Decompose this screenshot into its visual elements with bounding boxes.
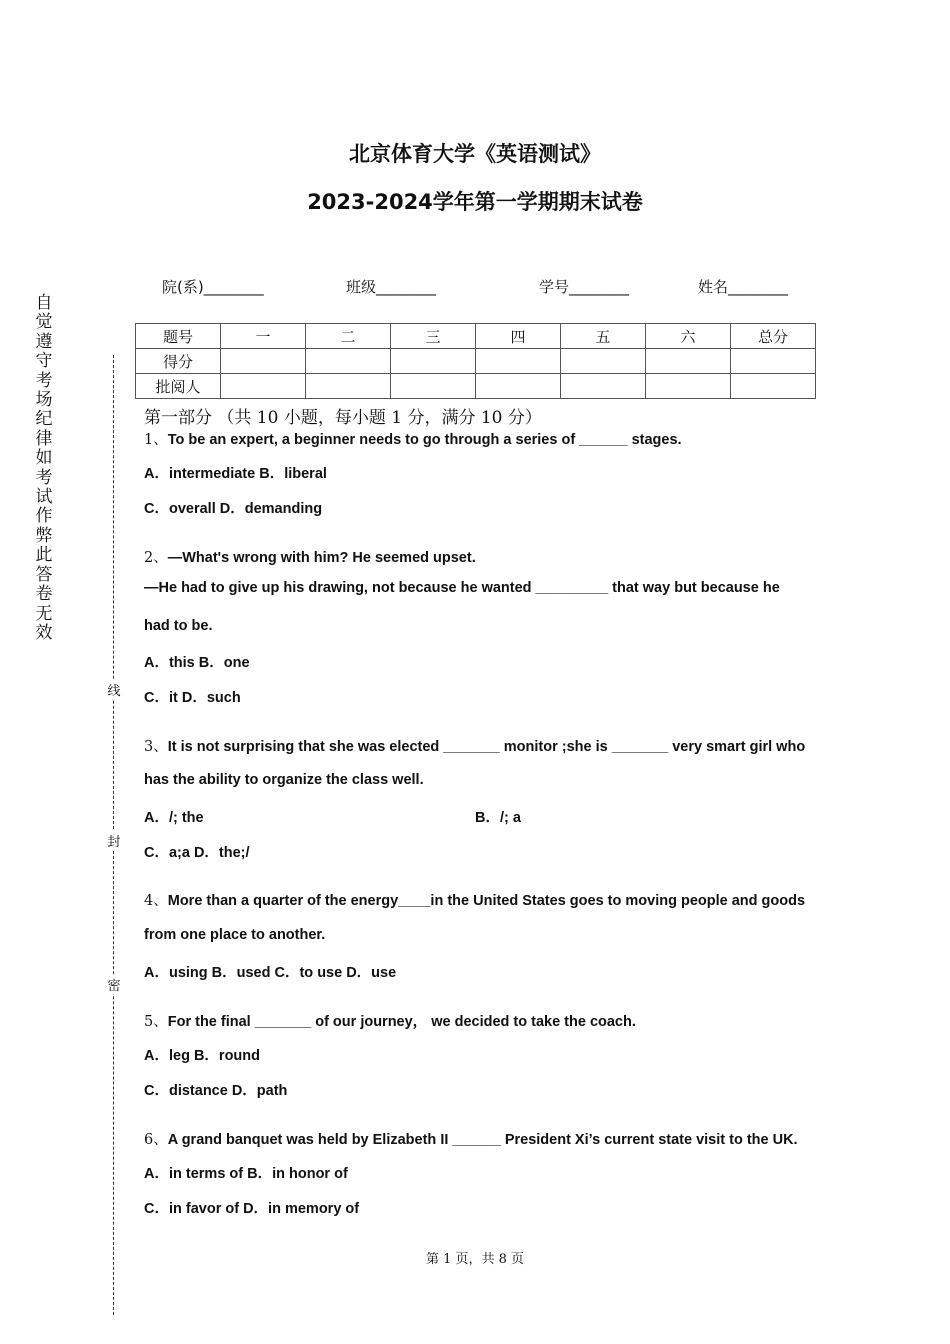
- question-5-options: A．leg B．round: [144, 1048, 260, 1064]
- score-table-header-row: [136, 324, 816, 349]
- score-table-header: 总分: [731, 324, 816, 349]
- score-cell[interactable]: [646, 349, 731, 374]
- question-3-option-a: A．/; the: [144, 810, 204, 826]
- cut-line-label-xian: 线: [105, 680, 123, 699]
- question-4-stem: 4、More than a quarter of the energy____in the United States goes to moving people and goods: [144, 893, 806, 909]
- question-3-options: C．a;a D．the;/: [144, 845, 250, 861]
- score-table-row: [136, 349, 816, 374]
- question-3-option-b: B．/; a: [475, 810, 521, 826]
- reviewer-cell[interactable]: [306, 374, 391, 399]
- reviewer-cell[interactable]: [391, 374, 476, 399]
- info-class: 班级________: [346, 278, 437, 296]
- score-table-header: 一: [221, 324, 306, 349]
- question-2-stem-line: had to be.: [144, 618, 213, 634]
- score-table: [135, 323, 816, 399]
- question-5-stem: 5、For the final _______ of our journey， we decided to take the coach.: [144, 1014, 636, 1030]
- reviewer-cell[interactable]: [561, 374, 646, 399]
- score-table-header: 三: [391, 324, 476, 349]
- question-6-stem: 6、A grand banquet was held by Elizabeth II ______ President Xi’s current state visit to the UK.: [144, 1132, 798, 1148]
- score-cell[interactable]: [561, 349, 646, 374]
- info-student-id: 学号________: [539, 278, 630, 296]
- question-2-options: A．this B．one: [144, 655, 250, 671]
- score-table-row: [136, 374, 816, 399]
- score-table-row-label: 得分: [136, 349, 221, 374]
- reviewer-cell[interactable]: [646, 374, 731, 399]
- reviewer-cell[interactable]: [221, 374, 306, 399]
- score-table-row-label: 批阅人: [136, 374, 221, 399]
- question-4-stem-line: from one place to another.: [144, 927, 326, 943]
- reviewer-cell[interactable]: [731, 374, 816, 399]
- question-number: 4、: [144, 893, 168, 909]
- question-number: 2、: [144, 550, 168, 566]
- info-name: 姓名________: [698, 278, 789, 296]
- score-cell[interactable]: [476, 349, 561, 374]
- cut-line-label-feng: 封: [105, 831, 123, 850]
- question-number: 5、: [144, 1014, 168, 1030]
- question-2-stem-line: —He had to give up his drawing, not because he wanted _________ that way but because he: [144, 580, 780, 596]
- question-3-stem: 3、It is not surprising that she was elected _______ monitor ;she is _______ very smart girl who: [144, 739, 806, 755]
- question-number: 1、: [144, 432, 168, 448]
- score-cell[interactable]: [731, 349, 816, 374]
- cut-line-label-mi: 密: [105, 975, 123, 994]
- question-1-options: C．overall D．demanding: [144, 501, 323, 517]
- score-table-header: 六: [646, 324, 731, 349]
- score-cell[interactable]: [306, 349, 391, 374]
- score-cell[interactable]: [391, 349, 476, 374]
- exam-title-line2: 2023-2024学年第一学期期末试卷: [307, 190, 643, 214]
- page-footer: 第 1 页，共 8 页: [425, 1252, 525, 1267]
- reviewer-cell[interactable]: [476, 374, 561, 399]
- question-2-options: C．it D．such: [144, 690, 241, 706]
- question-number: 6、: [144, 1132, 168, 1148]
- side-warning: 自觉遵守考场纪律如考试作弊此答卷无效: [35, 293, 53, 643]
- score-table-header: 四: [476, 324, 561, 349]
- question-5-options: C．distance D．path: [144, 1083, 288, 1099]
- question-6-options: C．in favor of D．in memory of: [144, 1201, 360, 1217]
- info-department: 院(系)________: [162, 278, 264, 296]
- question-1-stem: 1、To be an expert, a beginner needs to go through a series of ______ stages.: [144, 432, 682, 448]
- exam-title-line1: 北京体育大学《英语测试》: [349, 142, 601, 166]
- question-2-stem: 2、—What's wrong with him? He seemed upset.: [144, 550, 476, 566]
- score-table-header: 二: [306, 324, 391, 349]
- question-6-options: A．in terms of B．in honor of: [144, 1166, 348, 1182]
- question-number: 3、: [144, 739, 168, 755]
- question-4-options: A．using B．used C．to use D．use: [144, 965, 397, 981]
- question-3-stem-line: has the ability to organize the class well.: [144, 772, 424, 788]
- score-cell[interactable]: [221, 349, 306, 374]
- score-table-header: 题号: [136, 324, 221, 349]
- score-table-header: 五: [561, 324, 646, 349]
- section-title: 第一部分 （共 10 小题，每小题 1 分，满分 10 分）: [144, 408, 542, 428]
- question-1-options: A．intermediate B．liberal: [144, 466, 327, 482]
